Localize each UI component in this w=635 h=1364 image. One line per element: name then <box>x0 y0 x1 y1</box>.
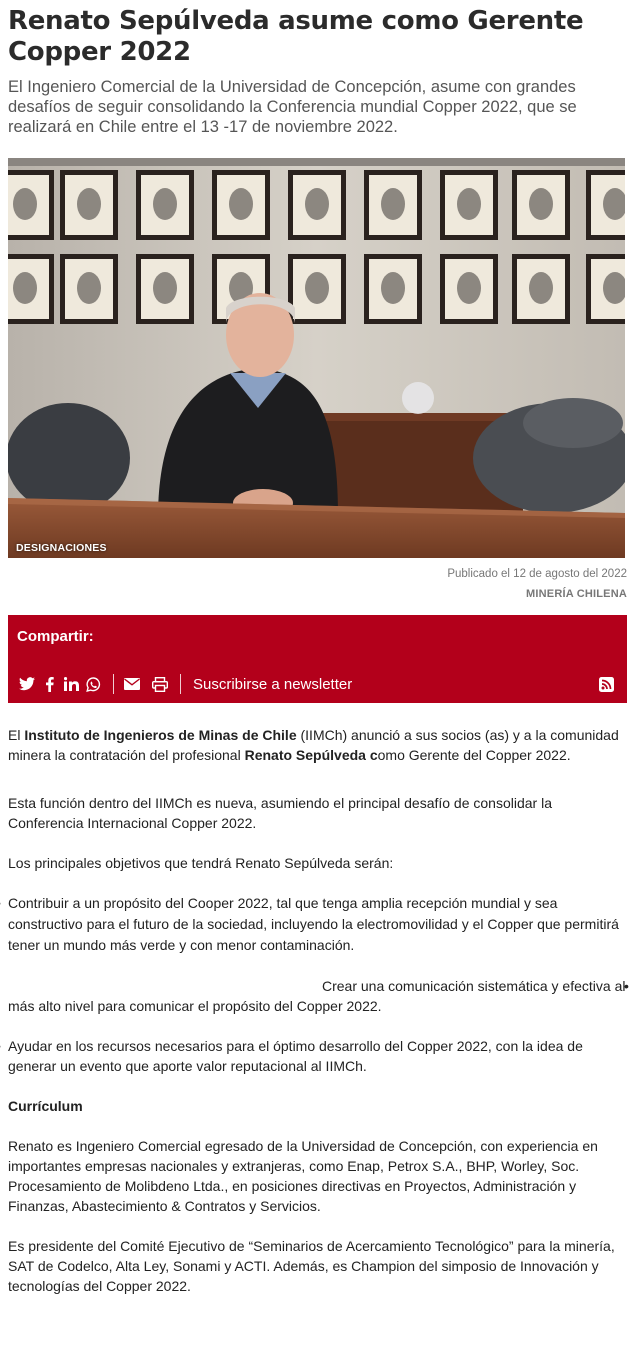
linkedin-icon[interactable] <box>61 675 81 693</box>
rss-icon[interactable] <box>596 675 616 693</box>
whatsapp-icon[interactable] <box>83 675 103 693</box>
hero-image <box>8 158 625 558</box>
portrait-figure <box>13 188 37 220</box>
article <box>0 6 635 1296</box>
text-span: (IIMCh) anunció a sus socios (as) y a la comunidad minera la contratación del profesional <box>8 727 619 763</box>
list-item: • Crear una comunicación sistemática y efectiva al más alto nivel para comunicar el propósito del Copper 2022. <box>8 976 627 1016</box>
paragraph: Es presidente del Comité Ejecutivo de “Seminarios de Acercamiento Tecnológico” para la minería, SAT de Codelco, Alta Ley, Sonami y ACTI. Además, es Champion del simposio de Innovación y tecnologías del Copper 2022. <box>8 1238 615 1294</box>
category-badge[interactable]: DESIGNACIONES <box>16 542 107 554</box>
print-icon[interactable] <box>150 675 170 693</box>
portrait-figure <box>13 272 37 304</box>
publish-date: Publicado el 12 de agosto del 2022 <box>447 568 627 580</box>
portrait-figure <box>305 272 329 304</box>
article-lead: El Ingeniero Comercial de la Universidad de Concepción, asume con grandes desafíos de seguir consolidando la Conferencia mundial Copper 2022, que se realizará en Chile entre el 13 -17 de noviembre 2022. <box>8 78 577 136</box>
facebook-icon[interactable] <box>39 675 59 693</box>
portrait-figure <box>305 188 329 220</box>
portrait-figure <box>77 188 101 220</box>
paragraph: Los principales objetivos que tendrá Renato Sepúlveda serán: <box>8 855 394 871</box>
person-name: Renato Sepúlveda c <box>244 747 378 763</box>
twitter-icon[interactable] <box>17 675 37 693</box>
share-actions <box>17 673 618 695</box>
portrait-figure <box>529 188 553 220</box>
list-item: • Contribuir a un propósito del Cooper 2022, tal que tenga amplia recepción mundial y sea constructivo para el futuro de la sociedad, incluyendo la electromovilidad y el Copper que permitirá tener un mundo más verde y con menor contaminación. <box>8 893 627 956</box>
institute-name: Instituto de Ingenieros de Minas de Chile <box>24 727 297 743</box>
paragraph: Esta función dentro del IIMCh es nueva, asumiendo el principal desafío de consolidar la Conferencia Internacional Copper 2022. <box>8 795 552 831</box>
list-item: • Ayudar en los recursos necesarios para el óptimo desarrollo del Copper 2022, con la idea de generar un evento que aporte valor reputacional al IIMCh. <box>8 1036 627 1076</box>
portrait-figure <box>153 272 177 304</box>
paragraph: Renato es Ingeniero Comercial egresado de la Universidad de Concepción, con experiencia en importantes empresas nacionales y extranjeras, como Enap, Petrox S.A., BHP, Worley, Soc. Procesamiento de Molibdeno Ltda., en posiciones directivas en Proyectos, Administración y Finanzas, Abastecimiento & Contratos y Servicios. <box>8 1138 598 1214</box>
text-span: El <box>8 727 25 743</box>
portrait-figure <box>457 188 481 220</box>
source-label: MINERÍA CHILENA <box>526 588 627 600</box>
text-span: omo Gerente del Copper 2022. <box>377 747 571 763</box>
paragraph <box>8 725 627 765</box>
share-title: Compartir: <box>17 628 94 645</box>
share-divider <box>113 674 114 694</box>
portrait-figure <box>229 188 253 220</box>
page-title: Renato Sepúlveda asume como Gerente Copper 2022 <box>8 6 584 67</box>
portrait-figure <box>457 272 481 304</box>
article-body <box>8 725 627 1296</box>
portrait-figure <box>529 272 553 304</box>
section-heading: Currículum <box>8 1098 83 1114</box>
email-icon[interactable] <box>122 675 142 693</box>
portrait-figure <box>381 188 405 220</box>
newsletter-link[interactable]: Suscribirse a newsletter <box>193 675 353 693</box>
share-divider <box>180 674 181 694</box>
portrait-figure <box>381 272 405 304</box>
article-meta <box>8 564 627 604</box>
portrait-figure <box>77 272 101 304</box>
share-bar <box>8 615 627 703</box>
portrait-figure <box>153 188 177 220</box>
hero-photo <box>8 158 625 558</box>
